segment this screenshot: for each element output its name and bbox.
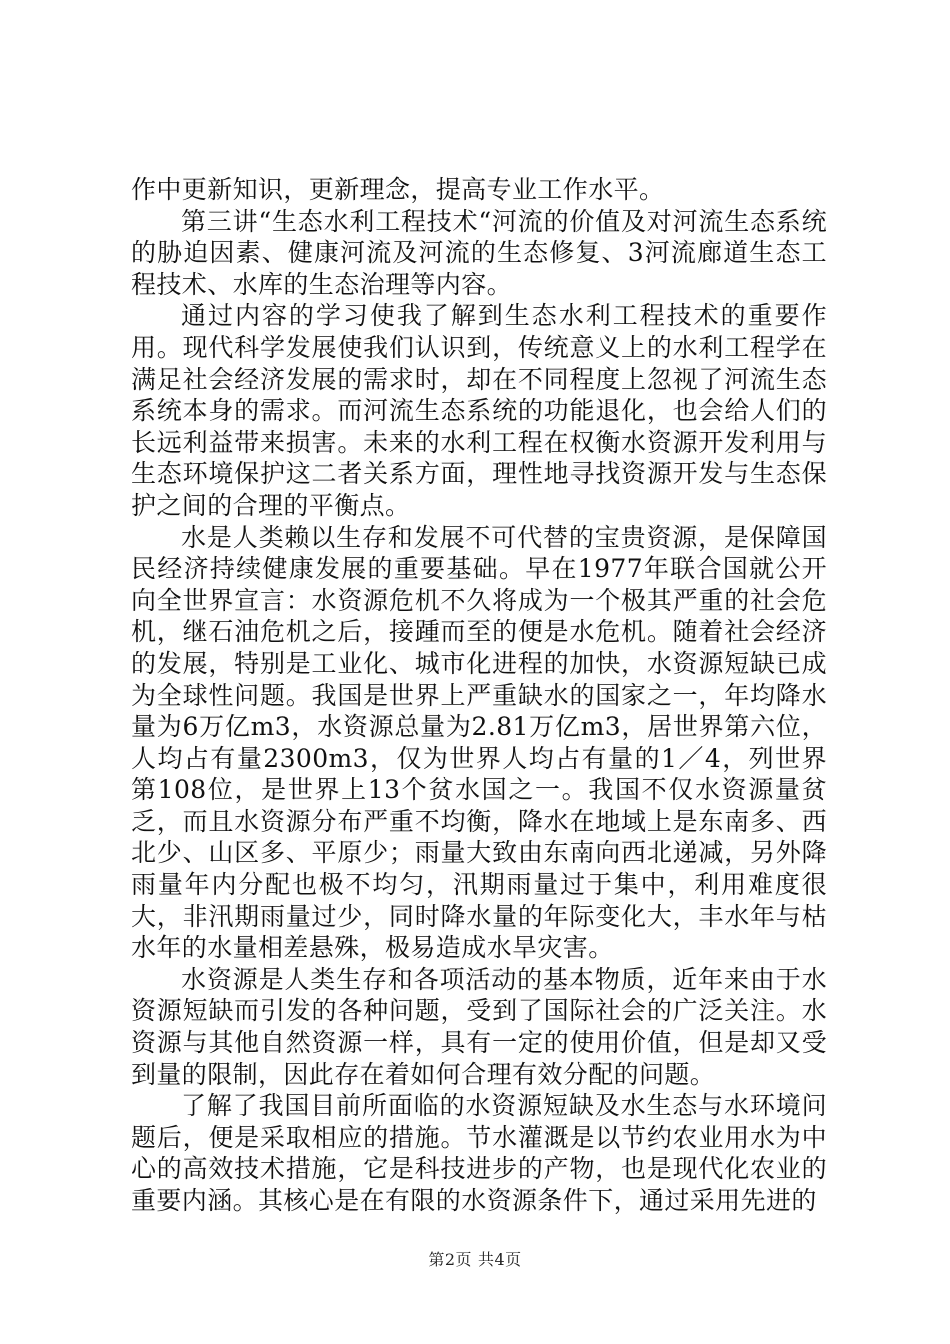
paragraph-lecture-three: 第三讲“生态水利工程技术“河流的价值及对河流生态系统的胁迫因素、健康河流及河流的生态修复、3河流廊道生态工程技术、水库的生态治理等内容。 [131,206,827,299]
paragraph-eco-engineering: 通过内容的学习使我了解到生态水利工程技术的重要作用。现代科学发展使我们认识到，传统意义上的水利工程学在满足社会经济发展的需求时，却在不同程度上忽视了河流生态系统本身的需求。而河流生态系统的功能退化，也会给人们的长远利益带来损害。未来的水利工程在权衡水资源开发利用与生态环境保护这二者关系方面，理性地寻找资源开发与生态保护之间的合理的平衡点。 [131,301,827,520]
document-body [131,174,827,1217]
paragraph-water-resources: 水资源是人类生存和各项活动的基本物质，近年来由于水资源短缺而引发的各种问题，受到了国际社会的广泛关注。水资源与其他自然资源一样，具有一定的使用价值，但是却又受到量的限制，因此存在着如何合理有效分配的问题。 [131,964,827,1089]
paragraph-water-crisis: 水是人类赖以生存和发展不可代替的宝贵资源，是保障国民经济持续健康发展的重要基础。早在1977年联合国就公开向全世界宣言：水资源危机不久将成为一个极其严重的社会危机，继石油危机之后，接踵而至的便是水危机。随着社会经济的发展，特别是工业化、城市化进程的加快，水资源短缺已成为全球性问题。我国是世界上严重缺水的国家之一，年均降水量为6万亿m3，水资源总量为2.81万亿m3，居世界第六位，人均占有量2300m3，仅为世界人均占有量的1／4，列世界第108位，是世界上13个贫水国之一。我国不仅水资源量贫乏，而且水资源分布严重不均衡，降水在地域上是东南多、西北少、山区多、平原少；雨量大致由东南向西北递减，另外降雨量年内分配也极不均匀，汛期雨量过于集中，利用难度很大，非汛期雨量过少，同时降水量的年际变化大，丰水年与枯水年的水量相差悬殊，极易造成水旱灾害。 [131,522,827,963]
page-total: 共4页 [478,1250,522,1269]
paragraph-water-saving: 了解了我国目前所面临的水资源短缺及水生态与水环境问题后，便是采取相应的措施。节水灌溉是以节约农业用水为中心的高效技术措施，它是科技进步的产物，也是现代化农业的重要内涵。其核心是在有限的水资源条件下，通过采用先进的 [131,1091,827,1215]
page-footer [0,1247,950,1270]
page-number: 第2页 [428,1250,472,1269]
paragraph-continuation: 作中更新知识，更新理念，提高专业工作水平。 [131,175,665,204]
